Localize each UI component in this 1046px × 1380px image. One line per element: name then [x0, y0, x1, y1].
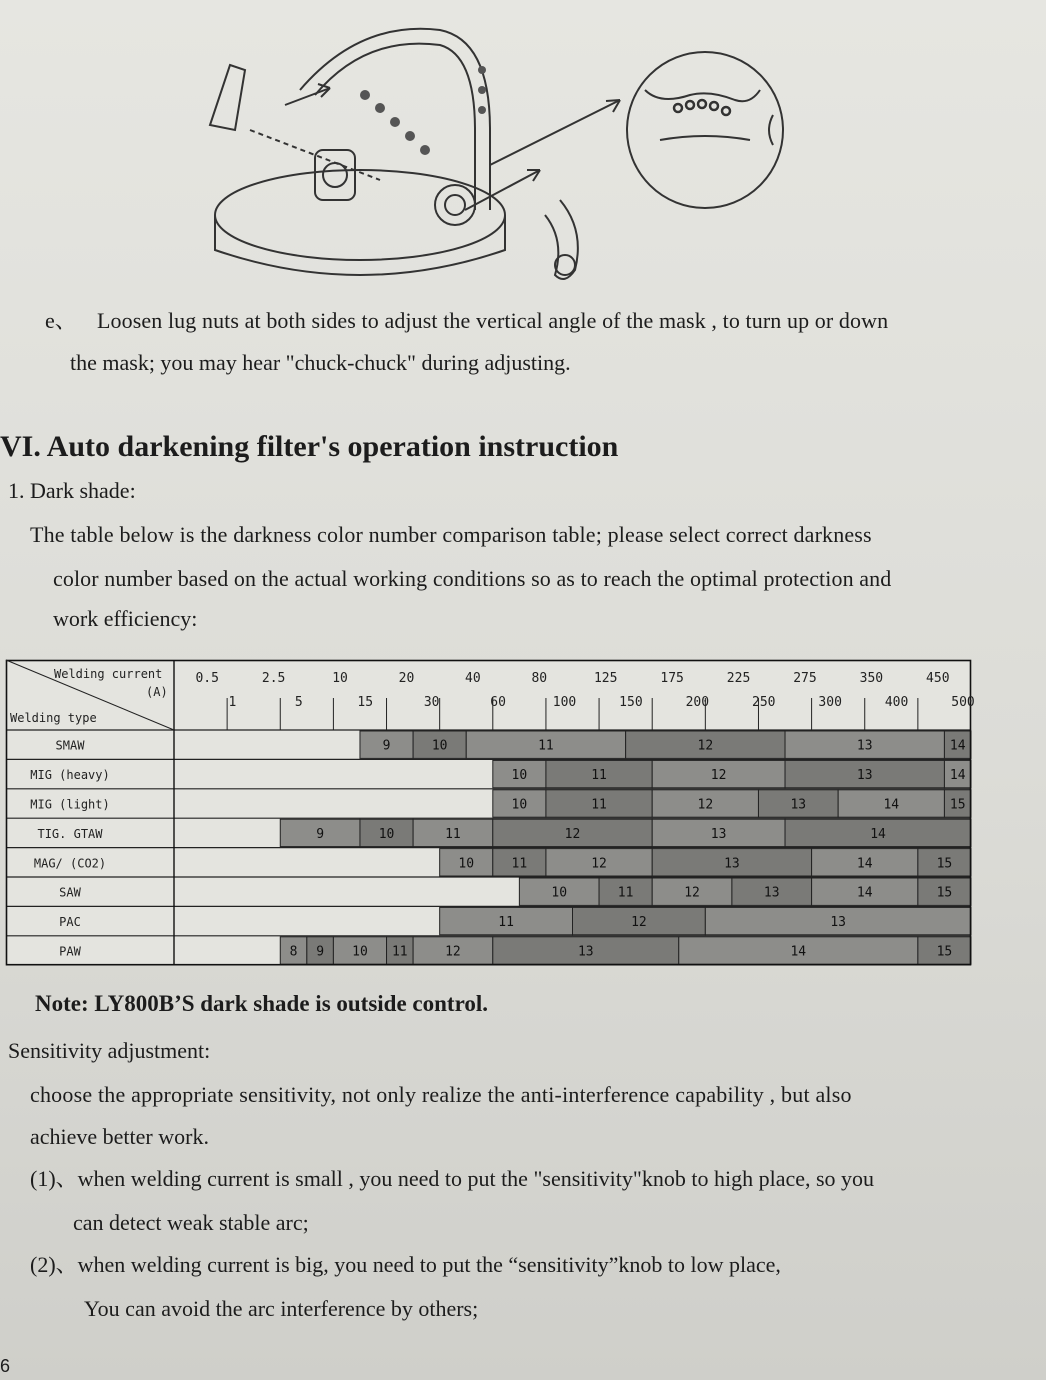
sensitivity-item1b: can detect weak stable arc; [73, 1210, 309, 1235]
top-current-label: 450 [926, 671, 950, 686]
shade-number: 14 [870, 826, 886, 842]
shade-number: 14 [949, 738, 966, 754]
corner-unit-label: (A) [146, 685, 168, 699]
shade-number: 12 [631, 915, 647, 931]
top-current-label: 175 [660, 671, 684, 686]
shade-number: 10 [511, 768, 528, 784]
sensitivity-heading: Sensitivity adjustment: [8, 1038, 211, 1063]
bottom-current-label: 5 [294, 695, 303, 710]
top-current-label: 40 [465, 671, 481, 686]
shade-number: 11 [391, 944, 408, 960]
bottom-current-label: 100 [552, 695, 577, 710]
shade-number: 13 [763, 885, 780, 901]
shade-number: 13 [856, 768, 873, 784]
shade-number: 15 [936, 944, 953, 960]
bottom-current-label: 500 [951, 695, 975, 710]
top-current-label: 275 [793, 671, 817, 686]
shade-number: 10 [458, 856, 475, 872]
bottom-current-label: 200 [685, 695, 710, 710]
shade-number: 10 [431, 738, 448, 754]
top-current-label: 20 [398, 671, 415, 686]
shade-number: 11 [445, 826, 461, 842]
note-outside-control: Note: LY800B’S dark shade is outside control. [35, 991, 489, 1016]
intro-line2: color number based on the actual working conditions so as to reach the optimal protection and [53, 566, 892, 591]
shade-number: 15 [936, 885, 953, 901]
shade-number: 9 [316, 944, 325, 960]
shade-number: 11 [591, 797, 607, 813]
bottom-current-label: 1 [228, 695, 237, 710]
shade-number: 11 [498, 915, 514, 931]
shade-number: 14 [949, 768, 966, 784]
shade-comparison-table [6, 660, 975, 985]
top-current-label: 80 [531, 671, 548, 686]
page-number: 6 [0, 1356, 11, 1376]
bottom-current-label: 15 [357, 695, 374, 710]
bottom-current-label: 150 [619, 695, 643, 710]
shade-number: 9 [316, 826, 325, 842]
shade-number: 13 [830, 915, 846, 931]
step-e-line1: Loosen lug nuts at both sides to adjust the vertical angle of the mask , to turn up or down [97, 308, 889, 333]
shade-number: 12 [684, 885, 700, 901]
welding-type-label: SMAW [55, 738, 85, 753]
bottom-current-label: 250 [752, 695, 776, 710]
shade-number: 10 [511, 797, 528, 813]
intro-line3: work efficiency: [53, 606, 198, 631]
sensitivity-item2a: (2)、when welding current is big, you need to put the “sensitivity”knob to low place, [30, 1252, 781, 1277]
bottom-current-label: 60 [490, 695, 506, 710]
intro-line1: The table below is the darkness color number comparison table; please select correct darkness [30, 522, 872, 547]
top-current-label: 0.5 [195, 671, 219, 686]
top-current-label: 125 [593, 671, 618, 686]
shade-number: 14 [883, 797, 900, 813]
shade-number: 12 [710, 768, 727, 784]
shade-number: 14 [856, 885, 873, 901]
sensitivity-intro2: achieve better work. [30, 1124, 209, 1149]
welding-type-label: SAW [59, 885, 81, 900]
shade-number: 11 [511, 856, 528, 872]
shade-number: 13 [856, 738, 873, 754]
top-current-label: 225 [726, 671, 751, 686]
sensitivity-intro1: choose the appropriate sensitivity, not only realize the anti-interference capability , but also [30, 1082, 852, 1107]
shade-number: 13 [710, 826, 727, 842]
shade-number: 13 [577, 944, 594, 960]
welding-type-label: PAC [59, 915, 81, 930]
bottom-current-label: 30 [423, 695, 440, 710]
shade-number: 11 [538, 738, 554, 754]
shade-number: 11 [617, 885, 634, 901]
bottom-current-label: 300 [818, 695, 842, 710]
shade-number: 10 [378, 826, 395, 842]
sensitivity-item2b: You can avoid the arc interference by others; [84, 1296, 479, 1321]
welding-type-label: MAG/ (CO2) [33, 856, 107, 871]
bottom-current-label: 400 [884, 695, 909, 710]
shade-number: 13 [790, 797, 807, 813]
welding-type-label: PAW [59, 944, 81, 959]
shade-number: 9 [382, 738, 391, 754]
top-current-label: 2.5 [261, 671, 286, 686]
shade-number: 14 [790, 944, 807, 960]
shade-number: 12 [697, 738, 714, 754]
shade-number: 8 [289, 944, 298, 960]
shade-number: 12 [564, 826, 581, 842]
section-title: VI. Auto darkening filter's operation instruction [0, 430, 619, 463]
step-e-marker: e、 [45, 308, 77, 333]
shade-number: 10 [352, 944, 368, 960]
shade-number: 11 [591, 768, 607, 784]
welding-type-label: MIG (heavy) [30, 768, 110, 783]
shade-number: 13 [724, 856, 740, 872]
sensitivity-item1a: (1)、when welding current is small , you need to put the "sensitivity"knob to high place, so you [30, 1166, 875, 1191]
top-current-label: 10 [332, 671, 348, 686]
headgear-illustration [190, 10, 810, 300]
corner-current-label: Welding current [54, 667, 163, 681]
shade-number: 15 [949, 797, 966, 813]
subsection-dark-shade: 1. Dark shade: [8, 478, 136, 503]
shade-number: 12 [697, 797, 714, 813]
welding-type-label: MIG (light) [30, 797, 110, 812]
shade-number: 10 [551, 885, 568, 901]
shade-number: 14 [856, 856, 873, 872]
welding-type-label: TIG. GTAW [37, 826, 103, 841]
corner-type-label: Welding type [10, 711, 97, 725]
shade-number: 12 [445, 944, 461, 960]
step-e-line2: the mask; you may hear "chuck-chuck" during adjusting. [70, 350, 571, 375]
shade-number: 12 [591, 856, 607, 872]
shade-number: 15 [936, 856, 953, 872]
top-current-label: 350 [859, 671, 884, 686]
